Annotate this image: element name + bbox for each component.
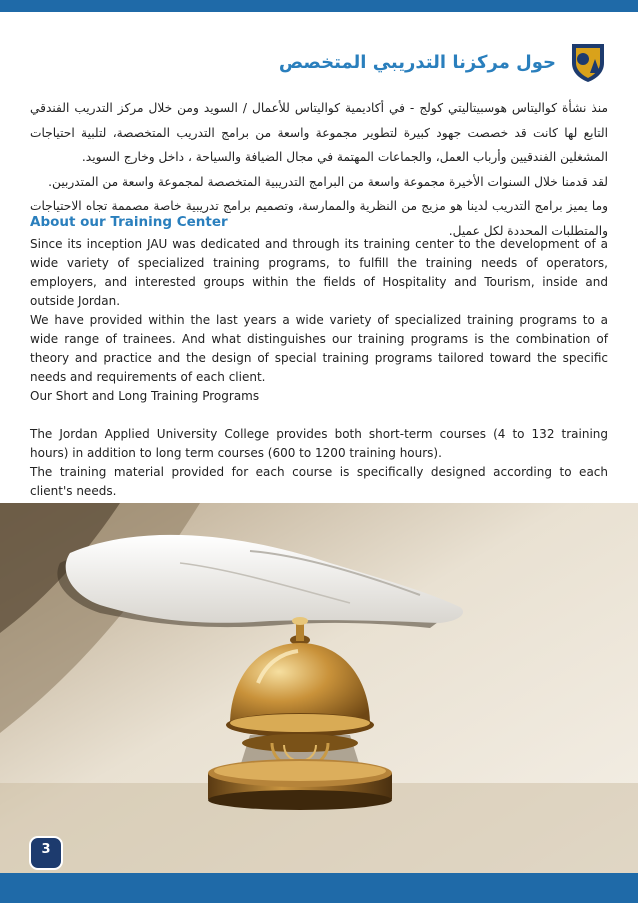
arabic-paragraph: لقد قدمنا خلال السنوات الأخيرة مجموعة واسعة من البرامج التدريبية المتخصصة لمجموعة واسعة من المتدربين. — [48, 174, 608, 189]
bottom-color-bar — [0, 873, 638, 903]
page-number: 3 — [41, 842, 51, 857]
english-paragraph: We have provided within the last years a wide variety of specialized training programs to a wide range of trainees. And what distinguishes our training programs is the combination of theory and practice and the design of special training programs tailored toward the specific needs and requirements of each client. — [30, 313, 608, 384]
page-title-arabic: حول مركزنا التدريبي المتخصص — [278, 51, 556, 73]
arabic-paragraph: منذ نشأة كواليتاس هوسبيتاليتي كولج - في أكاديمية كواليتاس للأعمال / السويد ومن خلال مركز التدريب الفندقي التابع لها كانت قد خصصت جهود كبيرة لتطوير مجموعة واسعة من برامج التدريب المتخصصة، لتلبية احتياجات المشغلين الفندقيين وأرباب العمل، والجماعات المهتمة في مجال الضيافة والسياحة ، داخل وخارج السويد. — [30, 101, 608, 164]
university-shield-logo — [570, 41, 606, 83]
page-header — [279, 40, 606, 84]
top-color-bar — [0, 0, 638, 12]
english-paragraph: Since its inception JAU was dedicated and through its training center to the development of a wide variety of specialized training programs, to fulfill the training needs of operators, employers, and interested groups within the fields of Hospitality and Tourism, inside and outside Jordan. — [30, 237, 608, 308]
arabic-paragraph: وما يميز برامج التدريب لدينا هو مزيج من النظرية والممارسة، وتصميم برامج تدريبية خاصة مصممة تجاه الاحتياجات والمتطلبات المحددة لكل عميل. — [30, 199, 608, 238]
english-paragraph: The training material provided for each course is specifically designed according to each client's needs. — [30, 465, 608, 498]
spacer — [30, 406, 608, 425]
section-heading: About our Training Center — [30, 214, 228, 230]
english-subheading: Our Short and Long Training Programs — [30, 389, 260, 403]
hotel-bell-photo — [0, 503, 638, 873]
page-number-badge — [29, 836, 63, 870]
english-paragraph: The Jordan Applied University College provides both short-term courses (4 to 132 training hours) in addition to long term courses (600 to 1200 training hours). — [30, 427, 608, 460]
